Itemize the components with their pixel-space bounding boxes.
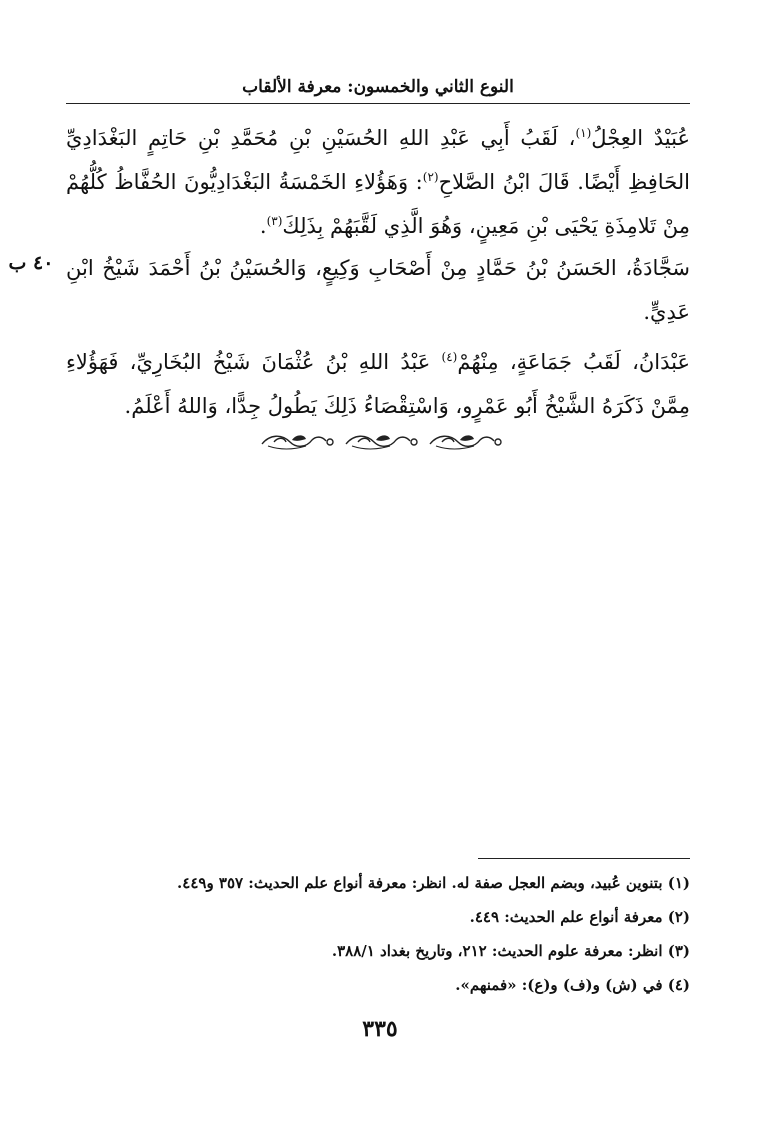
footnote-3: (٣) انظر: معرفة علوم الحديث: ٢١٢، وتاريخ بغداد ٣٨٨/١. [331,942,690,960]
paragraph-text: . [259,214,267,238]
footnote-4: (٤) في (ش) و(ف) و(ع): «فمنهم». [455,976,690,994]
footnote-ref-1: (١) [575,126,592,140]
footnote-ref-3: (٣) [266,214,283,228]
paragraph-text: عَبْدُ اللهِ بْنُ عُثْمَانَ شَيْخُ البُخَارِيِّ، فَهَؤُلاءِ مِمَّنْ ذَكَرَهُ الشَّيْخُ أَبُو عَمْرٍو، وَاسْتِقْصَاءُ ذَلِكَ يَطُولُ جِدًّا، وَاللهُ أَعْلَمُ. [66,350,690,418]
paragraph-sajjada [66,246,690,334]
paragraph-text: عَبْدَانُ، لَقَبُ جَمَاعَةٍ، مِنْهُمْ [457,350,691,374]
footnote-divider [478,858,690,859]
footnotes [66,866,690,1002]
page-number: ٣٣٥ [362,1016,398,1042]
paragraph-abdan [66,340,690,428]
footnote-ref-2: (٢) [422,170,439,184]
paragraph-text: ، لَقَبُ أَبِي عَبْدِ اللهِ الحُسَيْنِ بْنِ مُحَمَّدِ بْنِ حَاتِمٍ البَغْدَادِيِّ الحَافِظِ أَيْضًا. قَالَ ابْنُ الصَّلاحِ [66,126,690,194]
footnote-2: (٢) معرفة أنواع علم الحديث: ٤٤٩. [469,908,690,926]
paragraph-text: عُبَيْدٌ العِجْلُ [591,126,690,150]
floral-divider-icon [256,428,508,454]
paragraph-ubayd-al-ijl [66,116,690,248]
folio-margin-note: ٤٠ ب [8,252,54,274]
page-title: النوع الثاني والخمسون: معرفة الألقاب [242,77,514,97]
paragraph-text: : وَهَؤُلاءِ الخَمْسَةُ البَغْدَادِيُّونَ الحُفَّاظُ كُلُّهُمْ مِنْ تَلامِذَةِ يَحْيَى بْنِ مَعِينٍ، وَهُوَ الَّذِي لَقَّبَهُمْ بِذَلِكَ [66,170,690,238]
footnote-1: (١) بتنوين عُبيد، وبضم العجل صفة له. انظر: معرفة أنواع علم الحديث: ٣٥٧ و٤٤٩. [177,874,690,892]
footnote-ref-4: (٤) [441,350,458,364]
header-divider [66,103,690,104]
paragraph-text: سَجَّادَةُ، الحَسَنُ بْنُ حَمَّادٍ مِنْ أَصْحَابِ وَكِيعٍ، وَالحُسَيْنُ بْنُ أَحْمَدَ شَيْخُ ابْنِ عَدِيٍّ. [66,256,690,324]
